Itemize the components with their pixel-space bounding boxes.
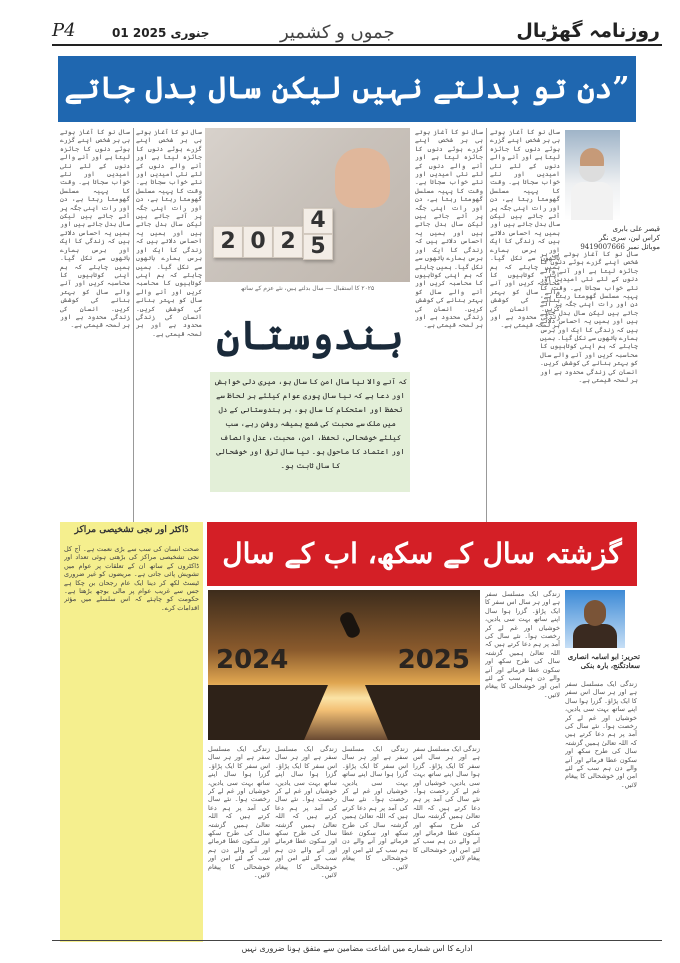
left-column-2: سال نو کا آغاز ہوتے ہی ہر شخص اپنے گزرے ہوئے دنوں کا جائزہ لیتا ہے اور آنے والے دنوں کے لئے نئی امیدیں اور نئے خواب سجاتا ہے۔ وقت کا پہیہ مسلسل گھومتا رہتا ہے، دن اور رات اپنی جگہ پر آتے جاتے ہیں لیکن سال بدل جاتے ہیں اور ہمیں یہ احساس دلاتے ہیں کہ زندگی کا ایک اور برس ہمارے ہاتھوں سے نکل گیا۔ ہمیں چاہئے کہ ہم اپنی کوتاہیوں کا محاسبہ کریں اور آنے والے سال کو بہتر بنانے کی کوشش کریں۔ انسان کی زندگی محدود ہے اور ہر لمحہ قیمتی ہے۔ (136, 128, 202, 338)
year-right-label: 2025 (397, 645, 470, 675)
sidebar-title: ڈاکٹر اور نجی تشخیصی مراکز (74, 525, 189, 535)
second-column-2: زندگی ایک مسلسل سفر ہے اور ہر سال اس سفر کا ایک پڑاؤ۔ گزرا ہوا سال اپنے ساتھ بہت سی یادیں، خوشیاں اور غم لے کر رخصت ہوا۔ نئے سال کی آمد پر ہم دعا کرتے ہیں کہ اللہ تعالیٰ ہمیں گزشتہ سال کی طرح سکھ اور سکون عطا فرمائے اور آنے والے دن ہم سب کے لئے امن اور خوشحالی کا پیغام لائیں۔ (565, 680, 637, 789)
jumping-person (338, 610, 362, 639)
author-name: قیصر علی بابری (612, 225, 660, 233)
issue-date: 01 جنوری 2025 (112, 26, 210, 40)
calendar-cubes-photo (205, 128, 410, 282)
lead-banner-title: ”دن تو بدلتے نہیں لیکن سال بدل جاتے (58, 56, 636, 122)
left-cliff (208, 685, 328, 740)
sidebar-text: صحت انسان کی سب سے بڑی نعمت ہے۔ آج کل نجی تشخیصی مراکز کی بڑھتی ہوئی تعداد اور ڈاکٹروں کے ساتھ ان کے تعلقات پر عوام میں تشویش پائی جاتی ہے۔ مریضوں کو غیر ضروری ٹیسٹ لکھ کر دینا ایک عام رجحان بن چکا ہے جس سے غریب عوام پر مالی بوجھ بڑھتا ہے۔ حکومت کو چاہئے کہ اس سلسلے میں مؤثر اقدامات کرے۔ (64, 545, 199, 612)
author-photo (565, 130, 620, 220)
second-column-4: زندگی ایک مسلسل سفر ہے اور ہر سال اس سفر کا ایک پڑاؤ۔ گزرا ہوا سال اپنے ساتھ بہت سی یادیں، خوشیاں اور غم لے کر رخصت ہوا۔ نئے سال کی آمد پر ہم دعا کرتے ہیں کہ اللہ تعالیٰ ہمیں گزشتہ سال کی طرح سکھ اور سکون عطا فرمائے اور آنے والے دن ہم سب کے لئے امن اور خوشحالی کا پیغام لائیں۔ (275, 745, 337, 880)
author-detail: کراس لین، سری نگر (598, 234, 660, 242)
header-divider (52, 44, 662, 46)
left-column-1: سال نو کا آغاز ہوتے ہی ہر شخص اپنے گزرے ہوئے دنوں کا جائزہ لیتا ہے اور آنے والے دنوں کے لئے نئی امیدیں اور نئے خواب سجاتا ہے۔ وقت کا پہیہ مسلسل گھومتا رہتا ہے، دن اور رات اپنی جگہ پر آتے جاتے ہیں لیکن سال بدل جاتے ہیں اور ہمیں یہ احساس دلاتے ہیں کہ زندگی کا ایک اور برس ہمارے ہاتھوں سے نکل گیا۔ ہمیں چاہئے کہ ہم اپنی کوتاہیوں کا محاسبہ کریں اور آنے والے سال کو بہتر بنانے کی کوشش کریں۔ انسان کی زندگی محدود ہے اور ہر لمحہ قیمتی ہے۔ (60, 128, 130, 330)
author-2-name: تحریر: ابو اسامہ انصاری (567, 652, 640, 661)
second-column-6: زندگی ایک مسلسل سفر ہے اور ہر سال اس سفر کا ایک پڑاؤ۔ گزرا ہوا سال اپنے ساتھ بہت سی یادیں، خوشیاں اور غم لے کر رخصت ہوا۔ نئے سال کی آمد پر ہم دعا کرتے ہیں کہ اللہ تعالیٰ ہمیں گزشتہ سال کی طرح سکھ اور سکون عطا فرمائے اور آنے والے دن ہم سب کے لئے امن اور خوشحالی کا پیغام لائیں۔ (413, 745, 480, 863)
author-phone: موبائل نمبر 9419007666 (580, 243, 660, 251)
masthead: روزنامہ گھڑیال (516, 20, 660, 42)
right-cliff (365, 685, 480, 740)
lead-column-2: سال نو کا آغاز ہوتے ہی ہر شخص اپنے گزرے ہوئے دنوں کا جائزہ لیتا ہے اور آنے والے دنوں کے لئے نئی امیدیں اور نئے خواب سجاتا ہے۔ وقت کا پہیہ مسلسل گھومتا رہتا ہے، دن اور رات اپنی جگہ پر آتے جاتے ہیں لیکن سال بدل جاتے ہیں اور ہمیں یہ احساس دلاتے ہیں کہ زندگی کا ایک اور برس ہمارے ہاتھوں سے نکل گیا۔ ہمیں چاہئے کہ ہم اپنی کوتاہیوں کا محاسبہ کریں اور آنے والے سال کو بہتر بنانے کی کوشش کریں۔ انسان کی زندگی محدود ہے اور ہر لمحہ قیمتی ہے۔ (490, 128, 560, 330)
year-left-label: 2024 (216, 645, 289, 675)
lead-column-3: سال نو کا آغاز ہوتے ہی ہر شخص اپنے گزرے ہوئے دنوں کا جائزہ لیتا ہے اور آنے والے دنوں کے لئے نئی امیدیں اور نئے خواب سجاتا ہے۔ وقت کا پہیہ مسلسل گھومتا رہتا ہے، دن اور رات اپنی جگہ پر آتے جاتے ہیں لیکن سال بدل جاتے ہیں اور ہمیں یہ احساس دلاتے ہیں کہ زندگی کا ایک اور برس ہمارے ہاتھوں سے نکل گیا۔ ہمیں چاہئے کہ ہم اپنی کوتاہیوں کا محاسبہ کریں اور آنے والے سال کو بہتر بنانے کی کوشش کریں۔ انسان کی زندگی محدود ہے اور ہر لمحہ قیمتی ہے۔ (540, 250, 638, 385)
second-column-5: زندگی ایک مسلسل سفر ہے اور ہر سال اس سفر کا ایک پڑاؤ۔ گزرا ہوا سال اپنے ساتھ بہت سی یادیں، خوشیاں اور غم لے کر رخصت ہوا۔ نئے سال کی آمد پر ہم دعا کرتے ہیں کہ اللہ تعالیٰ ہمیں گزشتہ سال کی طرح سکھ اور سکون عطا فرمائے اور آنے والے دن ہم سب کے لئے امن اور خوشحالی کا پیغام لائیں۔ (342, 745, 408, 871)
author-2-detail: سعادتگنج، بارہ بنکی (580, 661, 640, 670)
digit-cube: 0 (243, 226, 273, 258)
digit-cube: 2 (213, 226, 243, 258)
second-banner-title: گزشتہ سال کے سکھ، اب کے سال (207, 522, 637, 586)
column-divider (133, 128, 134, 523)
lead-column-1: سال نو کا آغاز ہوتے ہی ہر شخص اپنے گزرے ہوئے دنوں کا جائزہ لیتا ہے اور آنے والے دنوں کے لئے نئی امیدیں اور نئے خواب سجاتا ہے۔ وقت کا پہیہ مسلسل گھومتا رہتا ہے، دن اور رات اپنی جگہ پر آتے جاتے ہیں لیکن سال بدل جاتے ہیں اور ہمیں یہ احساس دلاتے ہیں کہ زندگی کا ایک اور برس ہمارے ہاتھوں سے نکل گیا۔ ہمیں چاہئے کہ ہم اپنی کوتاہیوں کا محاسبہ کریں اور آنے والے سال کو بہتر بنانے کی کوشش کریں۔ انسان کی زندگی محدود ہے اور ہر لمحہ قیمتی ہے۔ (415, 128, 483, 330)
second-column-1: زندگی ایک مسلسل سفر ہے اور ہر سال اس سفر کا ایک پڑاؤ۔ گزرا ہوا سال اپنے ساتھ بہت سی یادیں، خوشیاں اور غم لے کر رخصت ہوا۔ نئے سال کی آمد پر ہم دعا کرتے ہیں کہ اللہ تعالیٰ ہمیں گزشتہ سال کی طرح سکھ اور سکون عطا فرمائے اور آنے والے دن ہم سب کے لئے امن اور خوشحالی کا پیغام لائیں۔ (485, 590, 560, 699)
second-column-3: زندگی ایک مسلسل سفر ہے اور ہر سال اس سفر کا ایک پڑاؤ۔ گزرا ہوا سال اپنے ساتھ بہت سی یادیں، خوشیاں اور غم لے کر رخصت ہوا۔ نئے سال کی آمد پر ہم دعا کرتے ہیں کہ اللہ تعالیٰ ہمیں گزشتہ سال کی طرح سکھ اور سکون عطا فرمائے اور آنے والے دن ہم سب کے لئے امن اور خوشحالی کا پیغام لائیں۔ (208, 745, 270, 880)
column-divider (486, 128, 487, 523)
page-number: P4 (52, 20, 76, 41)
hindustan-text: کہ آنے والا نیا سال امن کا سال ہو، میری دلی خواہش اور دعا ہے کہ نیا سال پوری عوام کیلئے ہر لحاظ سے تحفظ اور استحکام کا سال ہو، ہر ہندوستانی کے دل میں ملک سے محبت کی شمع ہمیشہ روشن رہے، سب کیلئے خوشحالی، تحفظ، امن، محبت، عدل وانصاف اور اعتماد کا ماحول ہو۔ نیا سال ترقی اور خوشحالی کا سال ثابت ہو۔ (213, 377, 408, 470)
digit-cube: 4 (303, 208, 333, 234)
digit-cube: 2 (273, 226, 303, 258)
region-title: جموں و کشمیر (280, 22, 395, 43)
footer-disclaimer: ادارے کا اس شمارے میں اشاعت مضامین سے متفق ہونا ضروری نہیں (241, 944, 473, 953)
hindustan-title: ہندوستان (210, 300, 410, 372)
hand-shape (335, 148, 390, 208)
new-year-jump-photo (208, 590, 480, 740)
author-2-photo (565, 590, 625, 648)
digit-cube: 5 (303, 234, 333, 260)
photo-caption: ۲۰۲۵ کا استقبال — سال بدلتے ہیں، نئے عزم کے ساتھ (240, 285, 375, 292)
footer-divider (52, 940, 662, 941)
author-byline (540, 225, 660, 252)
